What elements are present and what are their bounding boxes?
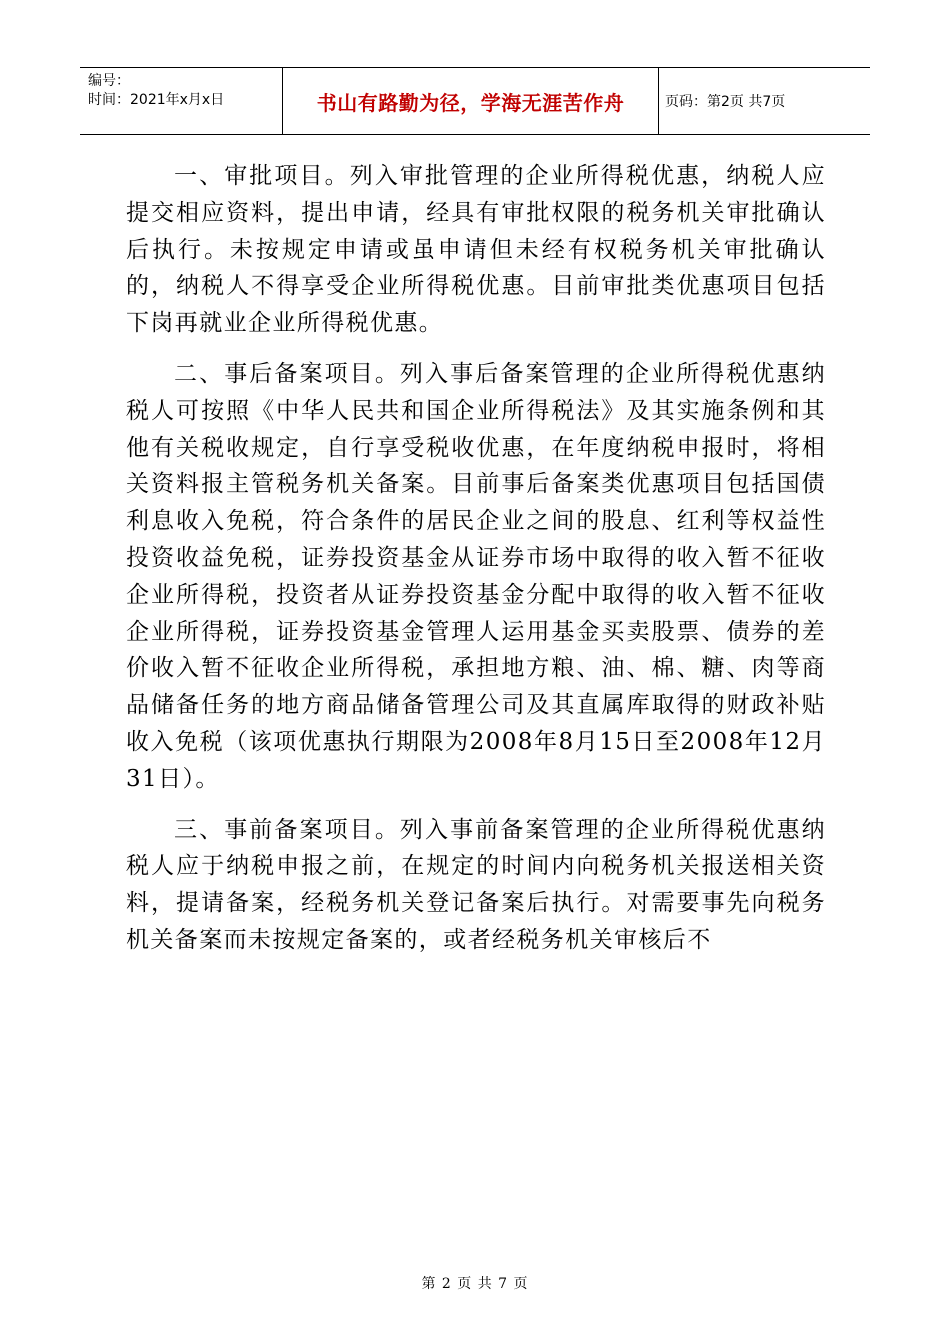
paragraph-pre-filing-items: 三、事前备案项目。列入事前备案管理的企业所得税优惠纳税人应于纳税申报之前，在规定的时间内向税务机关报送相关资料，提请备案，经税务机关登记备案后执行。对需要事先向税务机关备案而未按规定备案的，或者经税务机关审核后不 <box>126 816 826 953</box>
header-page-info: 页码：第2页 共7页 <box>665 94 786 110</box>
header-motto: 书山有路勤为径，学海无涯苦作舟 <box>283 68 659 134</box>
document-body <box>126 158 826 973</box>
paragraph-post-filing-items: 二、事后备案项目。列入事后备案管理的企业所得税优惠纳税人可按照《中华人民共和国企业所得税法》及其实施条例和其他有关税收规定，自行享受税收优惠，在年度纳税申报时，将相关资料报主管税务机关备案。目前事后备案类优惠项目包括国债利息收入免税，符合条件的居民企业之间的股息、红利等权益性投资收益免税，证券投资基金从证券市场中取得的收入暂不征收企业所得税，投资者从证券投资基金分配中取得的收入暂不征收企业所得税，证券投资基金管理人运用基金买卖股票、债券的差价收入暂不征收企业所得税，承担地方粮、油、棉、糖、肉等商品储备任务的地方商品储备管理公司及其直属库取得的财政补贴收入免税（该项优惠执行期限为2008年8月15日至2008年12月31日）。 <box>126 360 826 792</box>
paragraph-approval-items: 一、审批项目。列入审批管理的企业所得税优惠，纳税人应提交相应资料，提出申请，经具有审批权限的税务机关审批确认后执行。未按规定申请或虽申请但未经有权税务机关审批确认的，纳税人不得享受企业所得税优惠。目前审批类优惠项目包括下岗再就业企业所得税优惠。 <box>126 163 826 337</box>
page-header <box>80 67 870 135</box>
page-footer: 第 2 页 共 7 页 <box>421 1276 529 1292</box>
header-meta <box>80 68 283 134</box>
document-number-label: 编号： <box>88 73 130 89</box>
document-time-label: 时间：2021年x月x日 <box>88 92 225 108</box>
